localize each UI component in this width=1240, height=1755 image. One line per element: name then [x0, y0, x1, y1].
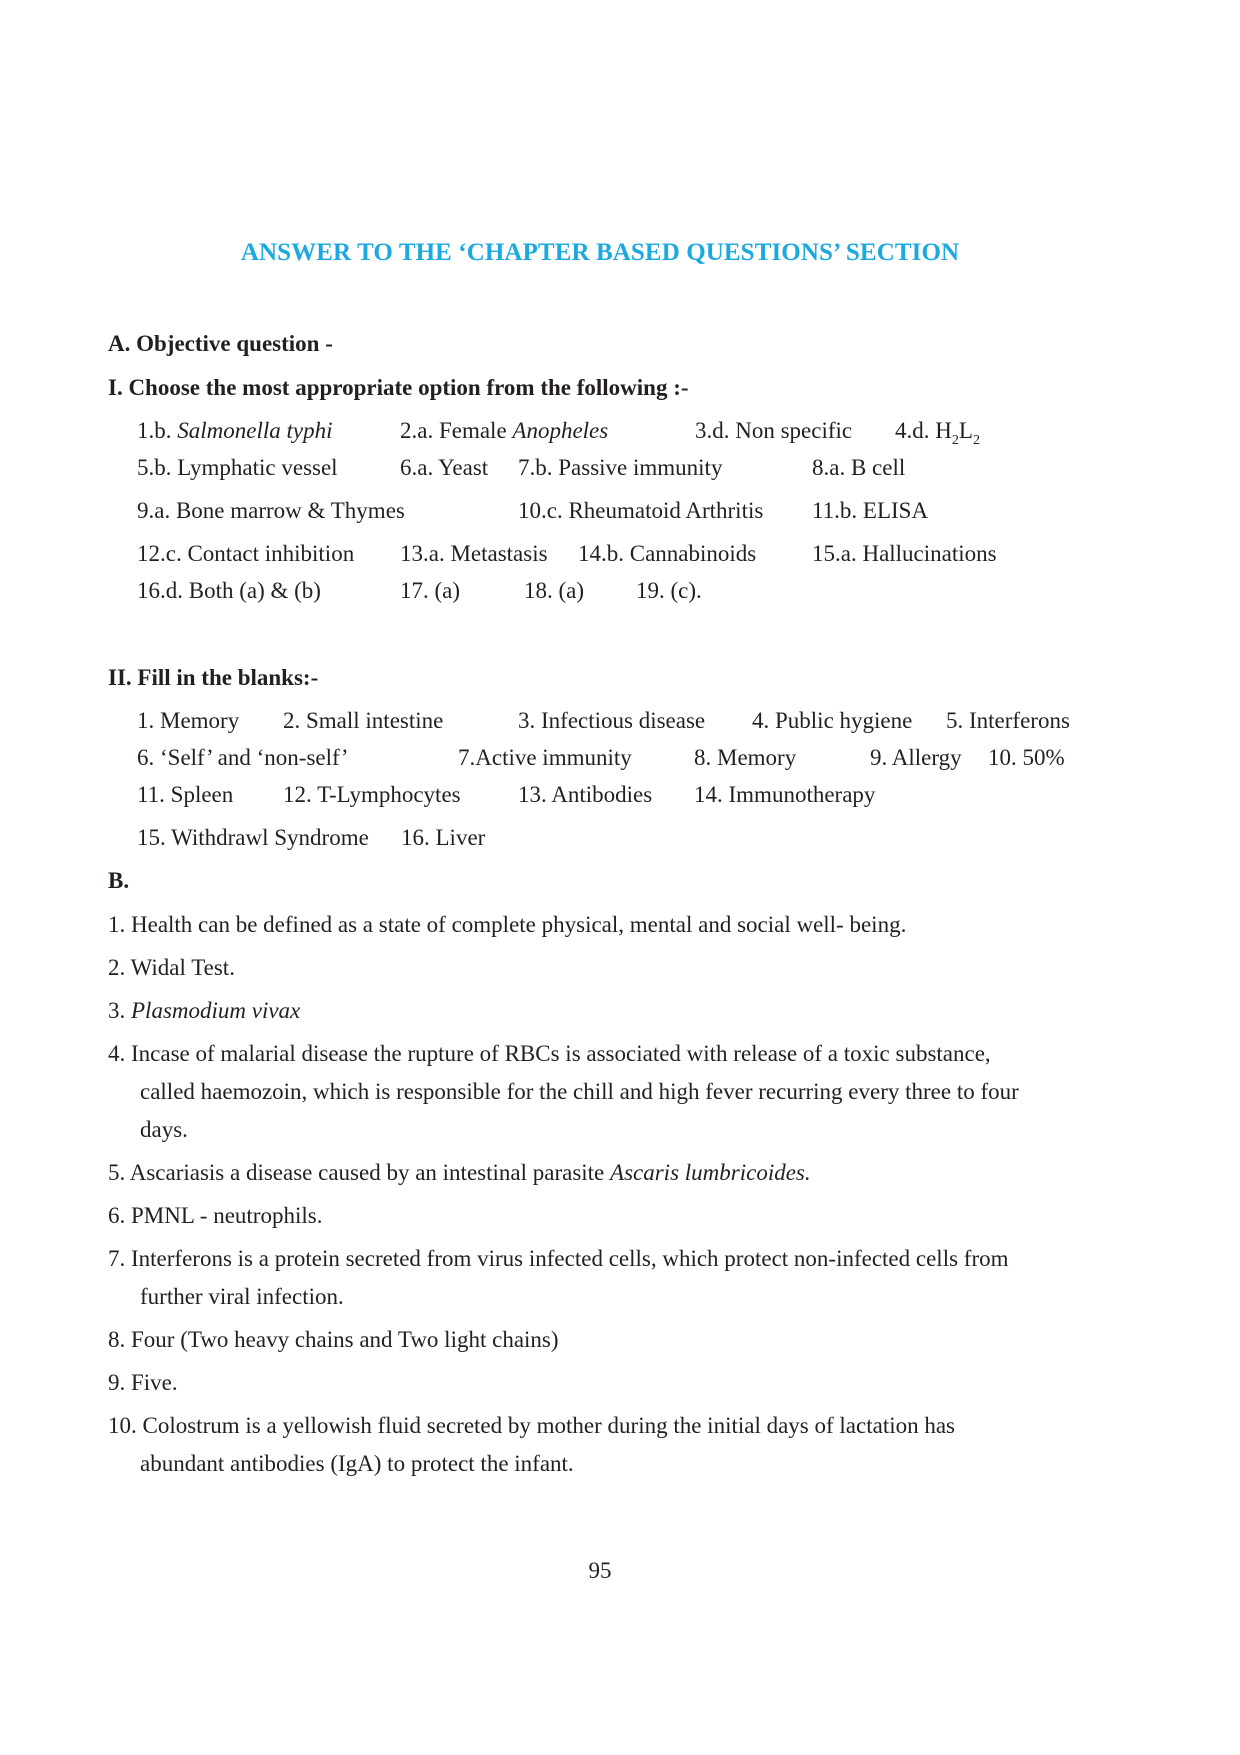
- page-title: ANSWER TO THE ‘CHAPTER BASED QUESTIONS’ SECTION: [240, 239, 960, 266]
- answer-item: 10.c. Rheumatoid Arthritis: [518, 498, 764, 523]
- short-answer-3: 3. Plasmodium vivax: [108, 998, 301, 1023]
- answer-item: 11.b. ELISA: [812, 498, 929, 523]
- answer-item: 6. ‘Self’ and ‘non-self’: [137, 745, 349, 770]
- answer-item: 18. (a): [524, 578, 585, 603]
- answer-item: 12. T-Lymphocytes: [283, 782, 461, 807]
- answer-item: 3.d. Non specific: [695, 418, 853, 443]
- answer-item: 1. Memory: [137, 708, 240, 733]
- answer-item: 16. Liver: [401, 825, 486, 850]
- answer-item: 6.a. Yeast: [400, 455, 489, 480]
- answer-item: 17. (a): [400, 578, 461, 603]
- answer-item: 1.b. Salmonella typhi: [137, 418, 333, 443]
- answer-item: 14.b. Cannabinoids: [578, 541, 757, 566]
- answer-item: 9.a. Bone marrow & Thymes: [137, 498, 405, 523]
- section-a-heading: A. Objective question -: [108, 331, 333, 356]
- answer-item: 13.a. Metastasis: [400, 541, 548, 566]
- answer-item: 2. Small intestine: [283, 708, 444, 733]
- page-number: 95: [588, 1558, 612, 1583]
- answer-item: 4.d. $H_2L_2$: [895, 418, 980, 448]
- answer-item: 14. Immunotherapy: [694, 782, 876, 807]
- answer-item: 4. Public hygiene: [752, 708, 913, 733]
- answer-item: 3. Infectious disease: [518, 708, 706, 733]
- fill-blanks-heading: II. Fill in the blanks:-: [108, 665, 319, 690]
- answer-item: 15.a. Hallucinations: [812, 541, 997, 566]
- short-answer-6: 6. PMNL - neutrophils.: [108, 1203, 323, 1228]
- answer-item: 5.b. Lymphatic vessel: [137, 455, 338, 480]
- answer-item: 15. Withdrawl Syndrome: [137, 825, 369, 850]
- short-answer-5: 5. Ascariasis a disease caused by an intestinal parasite Ascaris lumbricoides.: [108, 1160, 811, 1185]
- short-answer-2: 2. Widal Test.: [108, 955, 235, 980]
- answer-item: 8.a. B cell: [812, 455, 906, 480]
- answer-item: 2.a. Female Anopheles: [400, 418, 609, 443]
- short-answer-8: 8. Four (Two heavy chains and Two light chains): [108, 1327, 559, 1352]
- answer-item: 11. Spleen: [137, 782, 234, 807]
- mcq-heading: I. Choose the most appropriate option from the following :-: [108, 375, 689, 400]
- answer-item: 9. Allergy: [870, 745, 962, 770]
- answer-item: 13. Antibodies: [518, 782, 653, 807]
- short-answer-7: 7. Interferons is a protein secreted from virus infected cells, which protect non-infected cells from further viral infection.: [108, 1246, 1009, 1309]
- section-b-heading: B.: [108, 868, 130, 893]
- short-answer-4: 4. Incase of malarial disease the rupture of RBCs is associated with release of a toxic substance, called haemozoin, which is responsible for the chill and high fever recurring every three to four days.: [108, 1041, 1019, 1142]
- answer-item: 8. Memory: [694, 745, 797, 770]
- short-answer-10: 10. Colostrum is a yellowish fluid secreted by mother during the initial days of lactation has abundant antibodies (IgA) to protect the infant.: [108, 1413, 956, 1476]
- answer-item: 7.Active immunity: [458, 745, 632, 770]
- answer-item: 5. Interferons: [946, 708, 1070, 733]
- answer-item: 12.c. Contact inhibition: [137, 541, 355, 566]
- short-answer-9: 9. Five.: [108, 1370, 178, 1395]
- answer-item: 16.d. Both (a) & (b): [137, 578, 321, 603]
- short-answer-1: 1. Health can be defined as a state of complete physical, mental and social well- being.: [108, 912, 907, 937]
- answer-item: 10. 50%: [988, 745, 1065, 770]
- answer-item: 19. (c).: [636, 578, 702, 603]
- answer-item: 7.b. Passive immunity: [518, 455, 723, 480]
